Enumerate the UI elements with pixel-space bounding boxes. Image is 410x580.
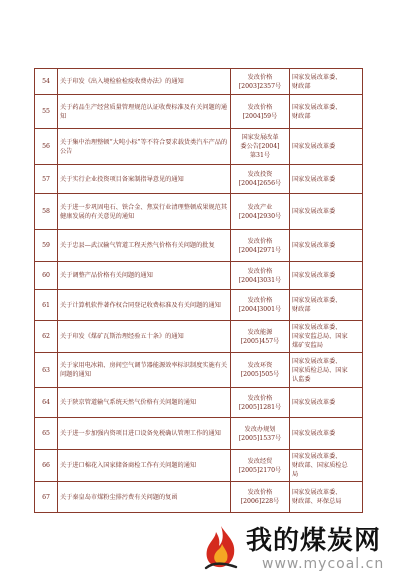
department-line: 财政部、国家质检总	[292, 462, 348, 469]
document-number-line: [2004]3001号	[238, 306, 282, 313]
row-issuing-department	[290, 262, 363, 290]
row-issuing-department	[290, 165, 363, 194]
document-number-line: [2004]2971号	[238, 246, 282, 254]
table-row	[35, 321, 363, 353]
row-document-number	[231, 482, 290, 513]
department-line: 国家安监总局、国家	[292, 333, 348, 340]
row-document-number	[231, 95, 290, 129]
document-number-line: [2005]2170号	[238, 466, 282, 474]
row-issuing-department	[290, 230, 363, 262]
table-body	[35, 69, 363, 513]
row-number: 67	[35, 482, 58, 513]
department-line: 国家发展改革委	[292, 430, 336, 437]
row-issuing-department	[290, 290, 363, 321]
department-line: 国家发展改革委	[292, 143, 336, 150]
document-number-line: [2004]3031号	[238, 276, 282, 284]
document-number-line: 发改价格	[247, 394, 273, 402]
department-line: 财政部	[292, 306, 311, 313]
row-title: 关于计算机软件著作权合同登记收费标准及有关问题的通知	[58, 290, 231, 321]
row-document-number	[231, 418, 290, 450]
row-title: 关于忠县—武汉输气管道工程天然气价格有关问题的批复	[58, 230, 231, 262]
document-number-line: 发改价格	[247, 73, 273, 81]
department-line: 煤矿安监局	[292, 342, 323, 349]
document-number-line: 委公告[2004]	[240, 143, 280, 150]
row-issuing-department	[290, 418, 363, 450]
row-document-number	[231, 194, 290, 230]
row-issuing-department	[290, 129, 363, 165]
department-line: 财政部	[292, 82, 311, 90]
table-row	[35, 388, 363, 418]
row-number: 63	[35, 353, 58, 388]
document-number-line: 第31号	[249, 152, 271, 159]
document-number-line: [2005]1281号	[238, 403, 282, 411]
row-title: 关于家用电冰箱、房间空气调节器能源效率标识制度实施有关问题的通知	[58, 353, 231, 388]
row-title: 关于印发《煤矿瓦斯治理经验五十条》的通知	[58, 321, 231, 353]
document-number-line: [2004]2656号	[238, 180, 282, 187]
site-watermark	[200, 518, 400, 576]
table-row	[35, 165, 363, 194]
document-number-line: 发改办规划	[244, 425, 276, 433]
document-number-line: 发改价格	[247, 103, 273, 111]
document-number-line: [2005]505号	[240, 371, 280, 378]
document-number-line: 国家发展改革	[241, 134, 279, 141]
table-row	[35, 450, 363, 482]
row-number: 54	[35, 69, 58, 95]
department-line: 国家发展改革委、	[292, 453, 342, 460]
regulation-table	[34, 68, 363, 513]
table-row	[35, 194, 363, 230]
row-number: 56	[35, 129, 58, 165]
flame-logo-icon	[200, 524, 242, 570]
document-number-line: [2005]1537号	[238, 434, 282, 442]
row-title: 关于进一步巩固电石、铁合金、焦炭行业清理整顿成果规范其健康发展的有关意见的通知	[58, 194, 231, 230]
row-title: 关于进一步加强内资项目进口设备免税确认管理工作的通知	[58, 418, 231, 450]
table-row	[35, 95, 363, 129]
row-number: 58	[35, 194, 58, 230]
row-title: 关于集中治理整顿“大吨小标”等不符合要求载货类汽车产品的公告	[58, 129, 231, 165]
department-line: 财政部	[292, 112, 311, 120]
department-line: 财政部、环保总局	[292, 498, 342, 505]
department-line: 国家发展改革委、	[292, 489, 342, 496]
row-document-number	[231, 230, 290, 262]
department-line: 国家发展改革委	[292, 175, 336, 183]
row-number: 57	[35, 165, 58, 194]
row-number: 61	[35, 290, 58, 321]
row-document-number	[231, 165, 290, 194]
department-line: 国家发展改革委、	[292, 103, 342, 111]
table-row	[35, 418, 363, 450]
document-number-line: 发改价格	[247, 237, 273, 245]
row-number: 55	[35, 95, 58, 129]
row-title: 关于药品生产经营质量管理规范认证收费标准及有关问题的通知	[58, 95, 231, 129]
department-line: 国家发展改革委	[292, 399, 336, 406]
row-document-number	[231, 450, 290, 482]
row-title: 关于进口棉花入国家储备商检工作有关问题的通知	[58, 450, 231, 482]
row-issuing-department	[290, 388, 363, 418]
row-title: 关于实行企业投资项目备案制指导意见的通知	[58, 165, 231, 194]
row-document-number	[231, 290, 290, 321]
row-title: 关于调整产品价格有关问题的通知	[58, 262, 231, 290]
row-issuing-department	[290, 95, 363, 129]
watermark-url: www.mycoal.cn	[262, 556, 385, 572]
table-row	[35, 230, 363, 262]
department-line: 国家发展改革委	[292, 272, 336, 279]
document-number-line: 发改价格	[247, 489, 273, 496]
row-issuing-department	[290, 69, 363, 95]
document-number-line: 发改能源	[247, 328, 273, 336]
document-number-line: 发改环资	[247, 362, 273, 369]
watermark-brand-name: 我的煤炭网	[246, 526, 382, 556]
department-line: 国家发展改革委、	[292, 357, 342, 365]
row-document-number	[231, 321, 290, 353]
row-title: 关于秦皇岛市煤粉尘排污费有关问题的复函	[58, 482, 231, 513]
row-issuing-department	[290, 321, 363, 353]
document-number-line: [2003]2357号	[238, 82, 282, 90]
document-number-line: 发改产业	[247, 203, 273, 211]
table-row	[35, 353, 363, 388]
row-issuing-department	[290, 482, 363, 513]
department-line: 国家发展改革委	[292, 242, 336, 249]
row-number: 64	[35, 388, 58, 418]
row-number: 62	[35, 321, 58, 353]
row-document-number	[231, 388, 290, 418]
row-document-number	[231, 69, 290, 95]
row-number: 60	[35, 262, 58, 290]
row-issuing-department	[290, 353, 363, 388]
department-line: 国家发展改革委	[292, 208, 336, 215]
department-line: 国家发展改革委、	[292, 324, 342, 331]
document-number-line: [2005]457号	[240, 337, 280, 345]
row-number: 65	[35, 418, 58, 450]
document-number-line: 发改价格	[247, 267, 273, 275]
document-number-line: 发改经贸	[247, 457, 273, 465]
department-line: 国家发展改革委、	[292, 73, 342, 81]
row-document-number	[231, 353, 290, 388]
department-line: 认监委	[292, 375, 311, 383]
department-line: 局	[292, 471, 299, 478]
table-row	[35, 262, 363, 290]
table-row	[35, 290, 363, 321]
row-number: 66	[35, 450, 58, 482]
document-number-line: [2006]228号	[240, 498, 280, 505]
row-issuing-department	[290, 450, 363, 482]
document-number-line: [2004]59号	[242, 112, 278, 120]
document-number-line: 发改价格	[247, 297, 273, 304]
row-document-number	[231, 129, 290, 165]
row-title: 关于印发《出入境检验检疫收费办法》的通知	[58, 69, 231, 95]
row-document-number	[231, 262, 290, 290]
document-number-line: 发改投资	[247, 171, 273, 178]
department-line: 国家质检总局、国家	[292, 366, 348, 374]
table-row	[35, 482, 363, 513]
row-number: 59	[35, 230, 58, 262]
document-number-line: [2004]2930号	[238, 212, 282, 220]
department-line: 国家发展改革委、	[292, 297, 342, 304]
table-row	[35, 129, 363, 165]
table-row	[35, 69, 363, 95]
row-issuing-department	[290, 194, 363, 230]
row-title: 关于陕京管道输气系统天然气价格有关问题的通知	[58, 388, 231, 418]
